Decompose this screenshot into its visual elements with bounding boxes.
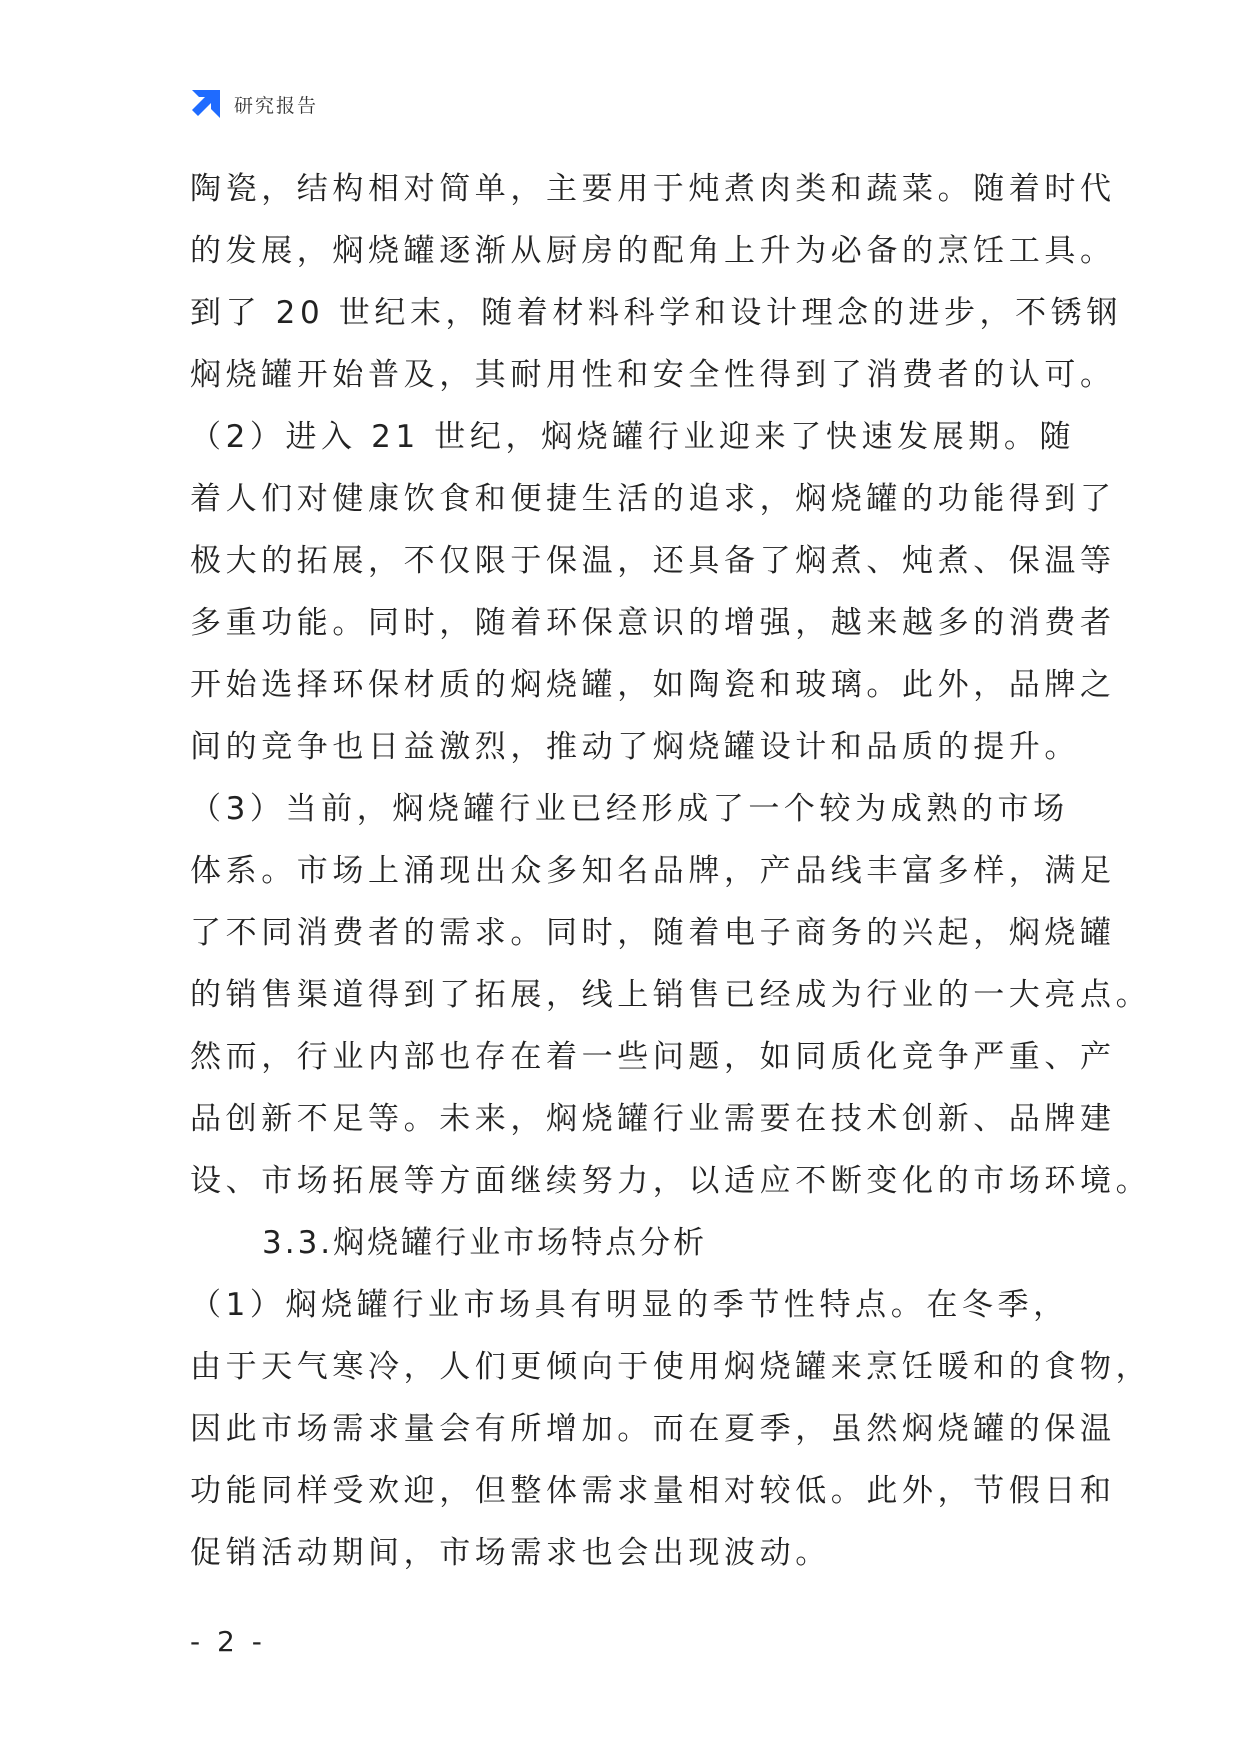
- report-header: [190, 86, 318, 122]
- body-line: 设、市场拓展等方面继续努力，以适应不断变化的市场环境。: [190, 1163, 1152, 1199]
- body-line: 的发展，焖烧罐逐渐从厨房的配角上升为必备的烹饪工具。: [190, 233, 1116, 269]
- body-line: 极大的拓展，不仅限于保温，还具备了焖煮、炖煮、保温等: [190, 543, 1116, 579]
- body-line: 焖烧罐开始普及，其耐用性和安全性得到了消费者的认可。: [190, 357, 1116, 393]
- header-title: 研究报告: [234, 94, 319, 117]
- body-line: （1）焖烧罐行业市场具有明显的季节性特点。在冬季，: [190, 1287, 1069, 1323]
- body-line: （3）当前，焖烧罐行业已经形成了一个较为成熟的市场: [190, 791, 1069, 827]
- body-line: 因此市场需求量会有所增加。而在夏季，虽然焖烧罐的保温: [190, 1411, 1116, 1447]
- document-body: [190, 158, 1152, 1584]
- body-line: 由于天气寒冷，人们更倾向于使用焖烧罐来烹饪暖和的食物，: [190, 1349, 1152, 1385]
- body-line: 到了 20 世纪末，随着材料科学和设计理念的进步，不锈钢: [190, 295, 1122, 331]
- page-number: - 2 -: [190, 1625, 266, 1658]
- body-line: 开始选择环保材质的焖烧罐，如陶瓷和玻璃。此外，品牌之: [190, 667, 1116, 703]
- body-line: 着人们对健康饮食和便捷生活的追求，焖烧罐的功能得到了: [190, 481, 1116, 517]
- body-line: （2）进入 21 世纪，焖烧罐行业迎来了快速发展期。随: [190, 419, 1076, 455]
- body-line: 的销售渠道得到了拓展，线上销售已经成为行业的一大亮点。: [190, 977, 1152, 1013]
- body-line: 促销活动期间，市场需求也会出现波动。: [190, 1535, 831, 1571]
- body-line: 功能同样受欢迎，但整体需求量相对较低。此外，节假日和: [190, 1473, 1116, 1509]
- body-line: 多重功能。同时，随着环保意识的增强，越来越多的消费者: [190, 605, 1116, 641]
- body-line: 陶瓷，结构相对简单，主要用于炖煮肉类和蔬菜。随着时代: [190, 171, 1116, 207]
- body-line: 间的竞争也日益激烈，推动了焖烧罐设计和品质的提升。: [190, 729, 1080, 765]
- body-line: 品创新不足等。未来，焖烧罐行业需要在技术创新、品牌建: [190, 1101, 1116, 1137]
- section-heading: 3.3.焖烧罐行业市场特点分析: [262, 1225, 708, 1261]
- arrow-up-right-icon: [190, 88, 222, 120]
- body-line: 然而，行业内部也存在着一些问题，如同质化竞争严重、产: [190, 1039, 1116, 1075]
- body-line: 了不同消费者的需求。同时，随着电子商务的兴起，焖烧罐: [190, 915, 1116, 951]
- body-line: 体系。市场上涌现出众多知名品牌，产品线丰富多样，满足: [190, 853, 1116, 889]
